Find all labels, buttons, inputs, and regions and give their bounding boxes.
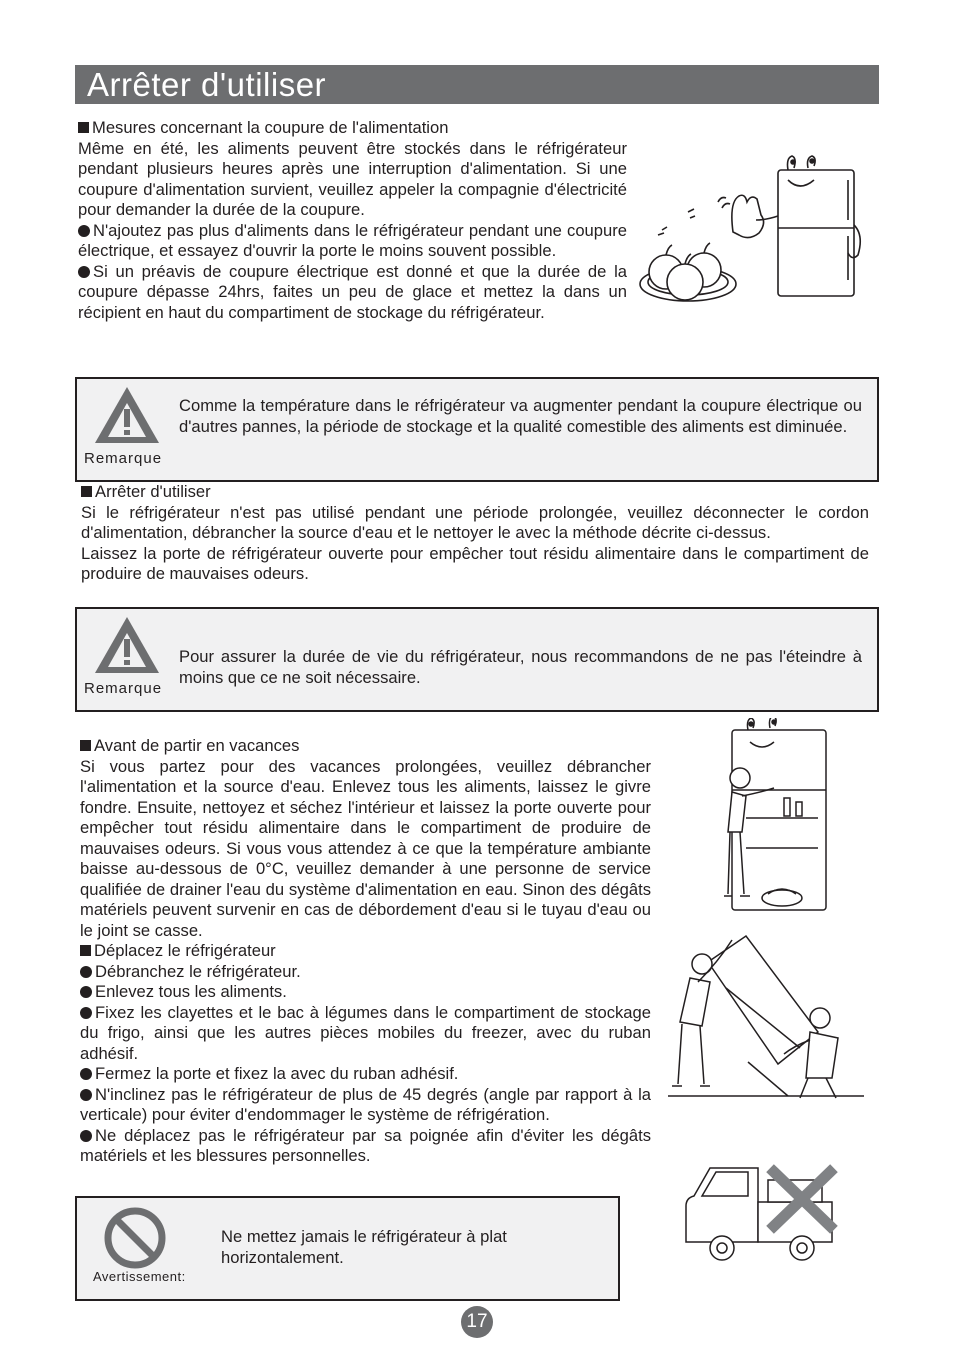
warning-triangle-icon — [91, 383, 163, 447]
remark-box — [75, 607, 879, 712]
title-bar — [75, 65, 879, 104]
fridge-refusing-food-illustration — [638, 150, 863, 310]
square-bullet-icon — [81, 486, 92, 497]
square-bullet-icon — [80, 740, 91, 751]
bullet-item: Fixez les clayettes et le bac à légumes dans le compartiment de stockage du frigo, ainsi que les autres pièces mobiles du freezer, avec du ruban adhésif. — [80, 1002, 651, 1063]
warning-label: Avertissement: — [93, 1269, 186, 1284]
bullet-item: N'ajoutez pas plus d'aliments dans le réfrigérateur pendant une coupure électrique, et essayez d'ouvrir la porte le moins souvent possible. — [78, 220, 627, 260]
remark-label: Remarque — [84, 680, 163, 697]
warning-box — [75, 1196, 620, 1301]
round-bullet-icon — [78, 266, 90, 278]
paragraph: Si le réfrigérateur n'est pas utilisé pendant une période prolongée, veuillez déconnecter le cordon d'alimentation, débrancher la source d'eau et le nettoyer le avec la méthode décrite ci-dessus. — [81, 502, 869, 542]
round-bullet-icon — [80, 1007, 92, 1019]
round-bullet-icon — [80, 1089, 92, 1101]
stop-using-section — [81, 482, 869, 585]
square-bullet-icon — [80, 945, 91, 956]
bullet-item: Si un préavis de coupure électrique est donné et que la durée de la coupure dépasse 24hrs, faites un peu de glace et mettez la dans un récipient en haut du compartiment de stockage du réfrigérateur. — [78, 261, 627, 322]
warning-triangle-icon — [91, 613, 163, 677]
paragraph: Si vous partez pour des vacances prolongées, veuillez débrancher l'alimentation et la source d'eau. Enlevez tous les aliments, laissez le givre fondre. Ensuite, nettoyez et séchez l'intérieur et laissez la porte ouverte pour empêcher tout résidu alimentaire dans le compartiment de produire de mauvaises odeurs. Si vous vous attendez à ce que la température ambiante baisse au-dessous de 0°C, veuillez demander à une personne de service qualifiée de drainer l'eau du système d'alimentation en eau. Sinon des dégâts matériels peuvent survenir en cas de débordement d'eau si le tuyau d'eau ou le joint se casse. — [80, 756, 651, 940]
page-number: 17 — [461, 1306, 493, 1338]
section-heading: Arrêter d'utiliser — [81, 482, 869, 503]
remark-text: Pour assurer la durée de vie du réfrigérateur, nous recommandons de ne pas l'éteindre à moins que ce ne soit nécessaire. — [179, 647, 862, 687]
round-bullet-icon — [80, 1130, 92, 1142]
paragraph: Laissez la porte de réfrigérateur ouverte pour empêcher tout résidu alimentaire dans le compartiment de produire de mauvaises odeurs. — [81, 543, 869, 583]
remark-text: Comme la température dans le réfrigérateur va augmenter pendant la coupure électrique ou d'autres pannes, la période de stockage et la qualité comestible des aliments est diminuée. — [179, 396, 862, 436]
round-bullet-icon — [78, 225, 90, 237]
prohibition-icon — [103, 1206, 167, 1270]
bullet-item: Débranchez le réfrigérateur. — [80, 962, 651, 983]
section-heading: Déplacez le réfrigérateur — [80, 941, 651, 962]
round-bullet-icon — [80, 1068, 92, 1080]
bullet-item: N'inclinez pas le réfrigérateur de plus de 45 degrés (angle par rapport à la verticale) pour éviter d'endommager le système de réfrigération. — [80, 1084, 651, 1124]
bullet-item: Fermez la porte et fixez la avec du ruban adhésif. — [80, 1064, 651, 1085]
vacation-and-moving-section — [80, 736, 651, 1167]
round-bullet-icon — [80, 986, 92, 998]
round-bullet-icon — [80, 966, 92, 978]
truck-flat-fridge-forbidden-illustration — [680, 1162, 840, 1267]
person-cleaning-fridge-illustration — [718, 718, 836, 913]
people-moving-fridge-illustration — [668, 932, 864, 1107]
remark-label: Remarque — [84, 450, 163, 467]
page-title: Arrêter d'utiliser — [87, 66, 327, 103]
remark-box — [75, 377, 879, 482]
power-outage-section — [78, 118, 627, 323]
bullet-item: Ne déplacez pas le réfrigérateur par sa poignée afin d'éviter les dégâts matériels et les blessures personnelles. — [80, 1125, 651, 1165]
section-heading: Mesures concernant la coupure de l'alimentation — [78, 118, 627, 139]
warning-text: Ne mettez jamais le réfrigérateur à plat horizontalement. — [221, 1227, 507, 1267]
bullet-item: Enlevez tous les aliments. — [80, 982, 651, 1003]
paragraph: Même en été, les aliments peuvent être stockés dans le réfrigérateur pendant plusieurs heures après une interruption d'alimentation. Si une coupure d'alimentation survient, veuillez appeler la compagnie d'électricité pour demander la durée de la coupure. — [78, 138, 627, 219]
section-heading: Avant de partir en vacances — [80, 736, 651, 757]
square-bullet-icon — [78, 122, 89, 133]
